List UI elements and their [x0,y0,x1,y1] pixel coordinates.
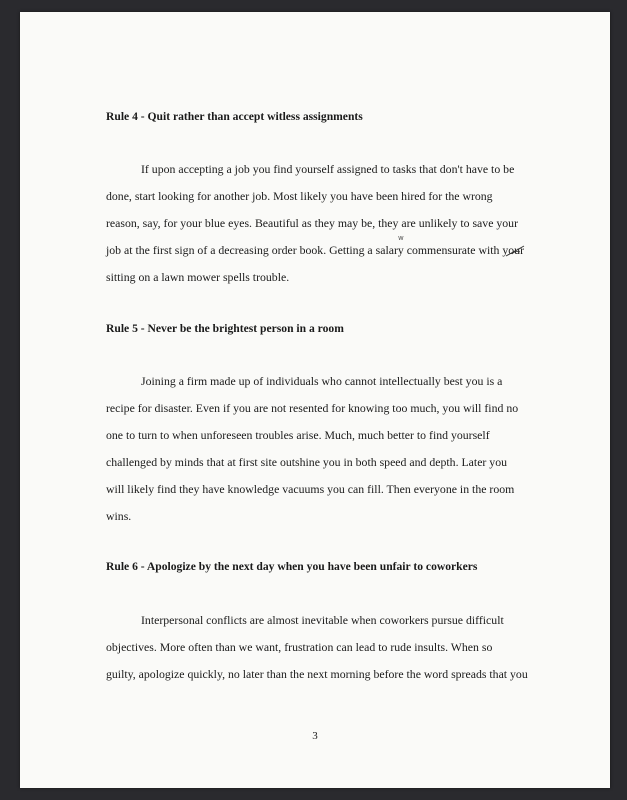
rule4-line-3: reason, say, for your blue eyes. Beautiful as they may be, they are unlikely to save your [106,216,518,230]
rule4-line-5: sitting on a lawn mower spells trouble. [106,270,290,284]
rule5-line-4: challenged by minds that at first site outshine you in both speed and depth. Later you [106,455,508,469]
rule4-line-4: job at the first sign of a decreasing order book. Getting a salary commensurate with your [106,243,525,257]
document-page [20,12,610,788]
handwritten-strike-mark [504,244,526,258]
rule5-line-1: Joining a firm made up of individuals who cannot intellectually best you is a [141,374,503,388]
rule4-line-2: done, start looking for another job. Most likely you have been hired for the wrong [106,189,493,203]
handwritten-insert-w: w [398,234,404,242]
rule5-line-5: will likely find they have knowledge vacuums you can fill. Then everyone in the room [106,482,515,496]
rule4-line-1: If upon accepting a job you find yourself assigned to tasks that don't have to be [141,162,515,176]
rule6-heading: Rule 6 - Apologize by the next day when you have been unfair to coworkers [106,560,478,573]
rule5-line-6: wins. [106,509,132,523]
rule4-heading: Rule 4 - Quit rather than accept witless assignments [106,110,363,123]
rule5-heading: Rule 5 - Never be the brightest person in a room [106,322,344,335]
rule5-line-3: one to turn to when unforeseen troubles arise. Much, much better to find yourself [106,428,490,442]
rule6-line-2: objectives. More often than we want, frustration can lead to rude insults. When so [106,640,493,654]
rule6-line-1: Interpersonal conflicts are almost inevitable when coworkers pursue difficult [141,613,504,627]
page-number: 3 [312,730,318,742]
rule6-line-3: guilty, apologize quickly, no later than the next morning before the word spreads that you [106,667,528,681]
rule5-line-2: recipe for disaster. Even if you are not resented for knowing too much, you will find no [106,401,519,415]
